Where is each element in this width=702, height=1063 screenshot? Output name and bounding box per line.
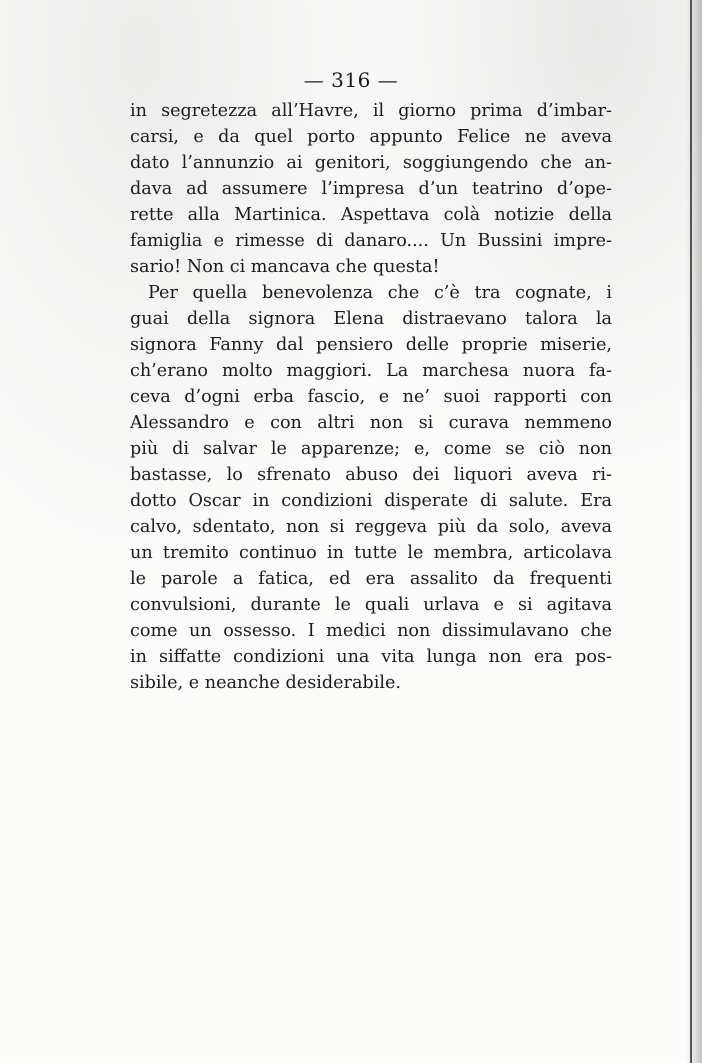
text-line: Per quella benevolenza che c’è tra cognate, i	[148, 283, 612, 303]
text-line: sibile, e neanche desiderabile.	[130, 673, 401, 693]
text-line: Alessandro e con altri non si curava nemmeno	[130, 413, 612, 433]
page-number: — 316 —	[303, 68, 399, 92]
text-line: calvo, sdentato, non si reggeva più da solo, aveva	[130, 517, 612, 537]
body-text	[130, 98, 612, 696]
paragraph-2	[130, 280, 612, 696]
text-line: un tremito continuo in tutte le membra, articolava	[130, 543, 612, 563]
text-line: guai della signora Elena distraevano talora la	[130, 309, 612, 329]
text-line: famiglia e rimesse di danaro.... Un Bussini impre-	[130, 231, 612, 251]
text-line: le parole a fatica, ed era assalito da frequenti	[130, 569, 612, 589]
text-line: come un ossesso. I medici non dissimulavano che	[130, 621, 612, 641]
text-line: signora Fanny dal pensiero delle proprie miserie,	[130, 335, 612, 355]
text-line: ceva d’ogni erba fascio, e ne’ suoi rapporti con	[130, 387, 612, 407]
text-line: convulsioni, durante le quali urlava e si agitava	[130, 595, 612, 615]
text-line: bastasse, lo sfrenato abuso dei liquori aveva ri-	[130, 465, 612, 485]
text-line: rette alla Martinica. Aspettava colà notizie della	[130, 205, 612, 225]
text-line: in segretezza all’Havre, il giorno prima d’imbar-	[130, 101, 612, 121]
text-line: carsi, e da quel porto appunto Felice ne aveva	[130, 127, 612, 147]
text-line: dotto Oscar in condizioni disperate di salute. Era	[130, 491, 612, 511]
text-line: in siffatte condizioni una vita lunga non era pos-	[130, 647, 612, 667]
text-line: ch’erano molto maggiori. La marchesa nuora fa-	[130, 361, 612, 381]
page-edge-shadow	[686, 0, 702, 1063]
text-line: dato l’annunzio ai genitori, soggiungendo che an-	[130, 153, 612, 173]
page-edge-line	[690, 0, 692, 1063]
text-line: dava ad assumere l’impresa d’un teatrino d’ope-	[130, 179, 612, 199]
text-line: più di salvar le apparenze; e, come se ciò non	[130, 439, 612, 459]
paragraph-1	[130, 98, 612, 280]
text-line: sario! Non ci mancava che questa!	[130, 257, 440, 277]
